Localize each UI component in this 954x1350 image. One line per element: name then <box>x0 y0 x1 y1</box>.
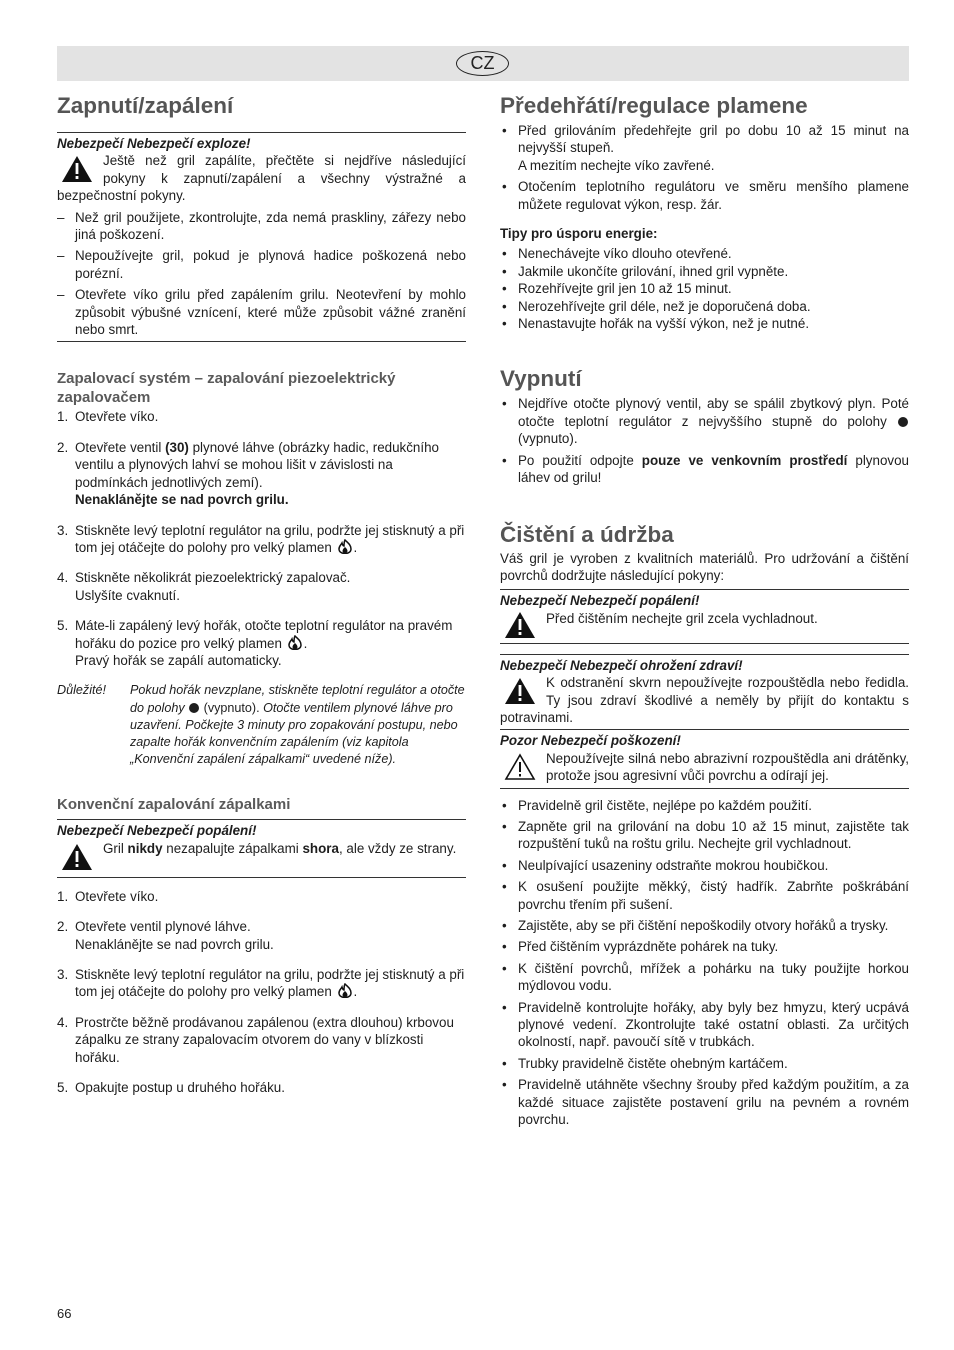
cleaning-list <box>500 797 909 1129</box>
flame-icon <box>336 539 354 554</box>
warning-title: Nebezpečí Nebezpečí ohrožení zdraví! <box>500 657 743 673</box>
warning-explosion <box>57 132 466 342</box>
subsection-title-matches: Konvenční zapalování zápalkami <box>57 796 291 814</box>
off-position-icon <box>189 703 199 713</box>
list-item: • Pravidelně kontrolujte hořáky, aby byly bez hmyzu, který ucpává plynové vedení. Zkontrolujte také ostatní oblasti. Za určitých okolností, např. pavoučí sítě v trubkách. <box>500 999 909 1051</box>
list-item: 4. Stiskněte několikrát piezoelektrický zapalovač. Uslyšíte cvaknutí. <box>57 570 351 603</box>
language-badge: CZ <box>456 51 509 76</box>
off-list <box>500 395 909 486</box>
off-position-icon <box>898 417 908 427</box>
list-item: – Než gril použijete, zkontrolujte, zda nemá praskliny, zářezy nebo jiná poškození. <box>57 209 466 244</box>
section-title-off: Vypnutí <box>500 366 582 392</box>
list-item: • Zajistěte, aby se při čištění nepoškodily otvory hořáků a trysky. <box>500 917 909 934</box>
list-item: • Nejdříve otočte plynový ventil, aby se spálil zbytkový plyn. Poté otočte teplotní regulátor z nejvyššího stupně do polohy (vypnuto). <box>500 395 909 447</box>
list-item: • Po použití odpojte pouze ve venkovním prostředí plynovou láhev od grilu! <box>500 452 909 487</box>
subsection-title-piezo: Zapalovací systém – zapalování piezoelektrický zapalovačem <box>57 370 396 407</box>
warning-text: Ještě než gril zapálíte, přečtěte si nejdříve následující pokyny k zapnutí/zapálení a všechny výstražné a bezpečnostní pokyny. <box>57 153 466 204</box>
list-item: • Před grilováním předehřejte gril po dobu 10 až 15 minut na nejvyšší stupeň. A mezitím nechejte víko zavřené. <box>500 122 909 174</box>
warning-burn: Nebezpečí Nebezpečí popálení! Před čištěním nechejte gril zcela vychladnout. <box>500 589 909 643</box>
tips-title: Tipy pro úsporu energie: <box>500 226 658 242</box>
left-column <box>57 92 466 1096</box>
tips-list <box>500 245 909 332</box>
list-item: • Nenastavujte hořák na vyšší výkon, než je nutné. <box>500 315 909 332</box>
warning-title: Pozor Nebezpečí poškození! <box>500 733 681 749</box>
matches-steps <box>57 888 466 1097</box>
important-note: Důležité! Pokud hořák nevzplane, stiskněte teplotní regulátor a otočte do polohy (vypnuto). Otočte ventilem plynové láhve pro uzavření. Počkejte 3 minuty pro zopakování postupu, nebo zapalte hořák konvenčním zapálením (viz kapitola „Konvenční zapálení zápalkami“ uvedené níže). <box>57 683 465 767</box>
list-item: • Pravidelně utáhněte všechny šrouby před každým použitím, a za každé situace zajistěte postavení grilu na pevném a rovném povrchu. <box>500 1076 909 1128</box>
list-item: • K osušení použijte měkký, čistý hadřík. Zabrňte poškrábání povrchu třením při sušení. <box>500 878 909 913</box>
list-item: 4. Prostrčte běžně prodávanou zapálenou (extra dlouhou) krbovou zápalku ze strany zapalovacím otvorem do vany v blízkosti hořáku. <box>57 1014 454 1065</box>
flame-icon <box>286 635 304 650</box>
list-item: • Pravidelně gril čistěte, nejlépe po každém použití. <box>500 797 909 814</box>
warning-title: Nebezpečí Nebezpečí exploze! <box>57 136 251 151</box>
warning-triangle-icon <box>500 610 540 640</box>
list-item: • Před čištěním vyprázdněte pohárek na tuky. <box>500 938 909 955</box>
list-item: • Trubky pravidelně čistěte ohebným kartáčem. <box>500 1055 909 1072</box>
list-item: 2. Otevřete ventil plynové láhve. Nenaklánějte se nad povrch grilu. <box>57 919 274 952</box>
cleaning-intro: Váš gril je vyroben z kvalitních materiálů. Pro udržování a čištění povrchů dodržujte následující pokyny: <box>500 550 909 583</box>
section-title-ignition: Zapnutí/zapálení <box>57 93 234 118</box>
warning-triangle-icon <box>57 152 97 186</box>
list-item: – Otevřete víko grilu před zapálením grilu. Neotevření by mohlo způsobit výbušné vznícení, které může způsobit vážné zranění nebo smrt. <box>57 286 466 338</box>
flame-icon <box>336 983 354 998</box>
warning-title: Nebezpečí Nebezpečí popálení! <box>57 823 257 839</box>
list-item: • Jakmile ukončíte grilování, ihned gril vypněte. <box>500 263 909 280</box>
preheat-list <box>500 122 909 213</box>
right-column <box>500 92 909 1128</box>
note-label: Důležité! <box>57 683 106 698</box>
list-item: 5. Máte-li zapálený levý hořák, otočte teplotní regulátor na pravém hořáku do pozice pro velký plamen . Pravý hořák se zapálí automaticky. <box>57 618 453 668</box>
list-item: • K čištění povrchů, mřížek a pohárku na tuky použijte horkou mýdlovou vodu. <box>500 960 909 995</box>
section-title-preheat: Předehřátí/regulace plamene <box>500 93 808 118</box>
list-item: • Nenechávejte víko dlouho otevřené. <box>500 245 909 262</box>
section-title-cleaning: Čištění a údržba <box>500 521 674 547</box>
list-item: • Otočením teplotního regulátoru ve směru menšího plamene můžete regulovat výkon, resp. žár. <box>500 178 909 213</box>
list-item: 5. Opakujte postup u druhého hořáku. <box>57 1080 285 1096</box>
warning-triangle-icon <box>500 674 540 708</box>
list-item: • Rozehřívejte gril jen 10 až 15 minut. <box>500 280 909 297</box>
page-number: 66 <box>57 1306 72 1321</box>
list-item: • Nerozehřívejte gril déle, než je doporučená doba. <box>500 298 909 315</box>
list-item: 3. Stiskněte levý teplotní regulátor na grilu, podržte jej stisknutý a při tom jej otáčejte do polohy pro velký plamen . <box>57 522 465 555</box>
warning-triangle-icon <box>57 840 97 874</box>
safety-list <box>57 209 466 339</box>
list-item: 1. Otevřete víko. <box>57 409 159 425</box>
list-item: 1. Otevřete víko. <box>57 888 159 904</box>
warning-burn: Nebezpečí Nebezpečí popálení! Gril nikdy nezapalujte zápalkami shora, ale vždy ze strany. <box>57 819 466 877</box>
piezo-steps <box>57 408 466 669</box>
warning-damage: Pozor Nebezpečí poškození! Nepoužívejte silná nebo abrazivní rozpouštědla ani drátěnky, protože jsou agresivní vůči povrchu a odírají jej. <box>500 729 909 788</box>
part-reference: (30) <box>165 439 189 455</box>
caution-triangle-icon <box>500 750 540 784</box>
list-item: 3. Stiskněte levý teplotní regulátor na grilu, podržte jej stisknutý a při tom jej otáčejte do polohy pro velký plamen . <box>57 966 465 1000</box>
warning-health: Nebezpečí Nebezpečí ohrožení zdraví! K odstranění skvrn nepoužívejte rozpouštědla nebo ředidla. Ty jsou zdraví škodlivé a neměly by přijít do kontaktu s potravinami. <box>500 654 909 730</box>
list-item: • Zapněte gril na grilování na dobu 10 až 15 minut, zajistěte tak rozpuštění tuků na roštu grilu. Nechejte gril vychladnout. <box>500 818 909 853</box>
warning-title: Nebezpečí Nebezpečí popálení! <box>500 593 700 609</box>
list-item: • Neulpívající usazeniny odstraňte mokrou houbičkou. <box>500 857 909 874</box>
list-item: – Nepoužívejte gril, pokud je plynová hadice poškozená nebo porézní. <box>57 247 466 282</box>
list-item: 2. Otevřete ventil (30) plynové láhve (obrázky hadic, redukčního ventilu a plynových lahví se mohou lišit v závislosti na podmínkách jednotlivých zemí). Nenaklánějte se nad povrch grilu. <box>57 439 439 508</box>
